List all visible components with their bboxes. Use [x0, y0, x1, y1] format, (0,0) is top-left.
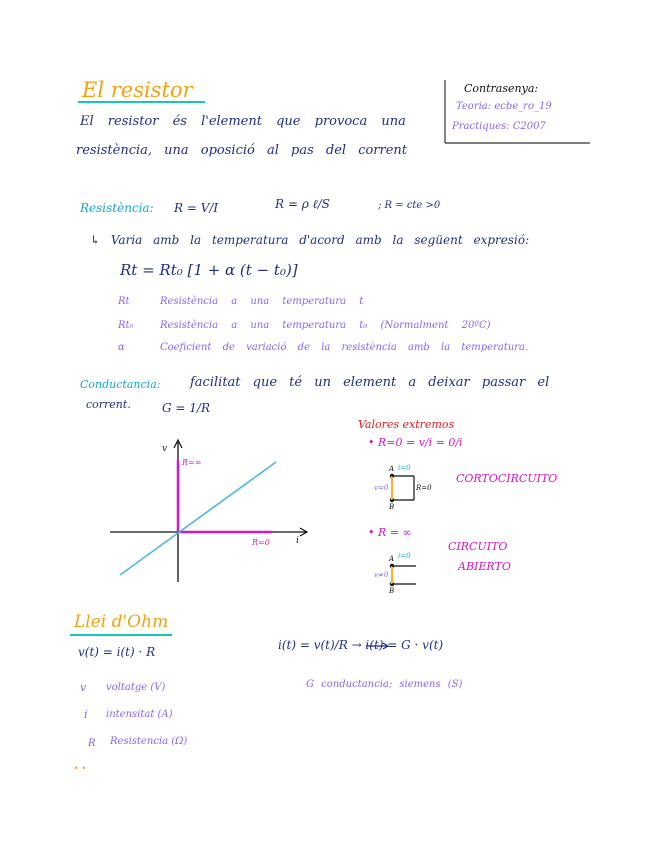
def-sym-3: α	[118, 342, 125, 353]
def-sym-1: Rt	[118, 296, 130, 307]
resistance-formula-3: ; R = cte >0	[378, 200, 441, 211]
def-sym-2: Rt₀	[118, 320, 134, 331]
ohm-desc-r: Resistencia (Ω)	[110, 736, 188, 747]
resistance-label: Resistència:	[80, 201, 154, 215]
conductance-text-1: facilitat que té un element a deixar passar el	[190, 375, 550, 390]
short-v-label: v=0	[374, 484, 389, 492]
intro-line-1: El resistor és l'element que provoca una	[80, 114, 406, 129]
password-heading: Contrasenya:	[464, 82, 539, 95]
graph-i-label: i	[296, 536, 299, 546]
graph-r-zero-label: R=0	[252, 538, 270, 547]
def-desc-3: Coeficient de variació de la resistència amb la temperatura.	[160, 342, 529, 353]
short-circuit-label: CORTOCIRCUITO	[456, 472, 558, 485]
open-circuit-label-1: CIRCUITO	[448, 540, 508, 553]
open-node-a: A	[389, 555, 395, 563]
password-practice: Practiques: C2007	[452, 121, 546, 132]
conductance-text-2: corrent.	[86, 398, 131, 411]
ohm-desc-v: voltatge (V)	[106, 682, 166, 693]
resistance-equation: Rt = Rt₀ [1 + α (t − t₀)]	[120, 261, 298, 279]
open-node-b: B	[389, 587, 395, 595]
ohm-formula-2: i(t) = v(t)/R → i(t) = G · v(t)	[278, 638, 444, 652]
ohm-sym-i: i	[84, 708, 88, 721]
short-i-label: i=0	[398, 464, 411, 472]
open-v-label: v≠0	[374, 571, 389, 579]
graph-v-label: v	[162, 444, 168, 454]
resistance-varies: ↳ Varia amb la temperatura d'acord amb la següent expresió:	[90, 233, 530, 247]
def-desc-1: Resistència a una temperatura t	[160, 296, 364, 307]
resistance-formula-2: R = ρ ℓ/S	[275, 197, 330, 211]
ohm-sym-v: v	[80, 681, 87, 694]
ohm-formula: v(t) = i(t) · R	[78, 645, 156, 659]
ohm-conductance-note: G conductancia; siemens (S)	[306, 679, 463, 690]
graph-r-inf-label: R=∞	[182, 458, 202, 467]
short-node-b: B	[389, 503, 395, 511]
extremes-r0-formula: • R=0 = v/i = 0/i	[368, 436, 463, 449]
ohm-desc-i: intensitat (A)	[106, 709, 173, 720]
ohm-sym-r: R	[88, 738, 96, 749]
conductance-formula: G = 1/R	[162, 401, 210, 415]
short-node-a: A	[389, 465, 395, 473]
ohm-title: Llei d'Ohm	[74, 612, 169, 632]
short-r-label: R=0	[416, 484, 432, 492]
open-circuit-label-2: ABIERTO	[458, 560, 511, 573]
resistance-formula-1: R = V/I	[174, 201, 219, 215]
trailing-dots: • •	[74, 764, 86, 773]
conductance-label: Conductancia:	[80, 378, 161, 391]
def-desc-2: Resistència a una temperatura t₀ (Normalment 20ºC)	[160, 320, 491, 331]
intro-line-2: resistència, una oposició al pas del corrent	[76, 143, 408, 158]
extremes-heading: Valores extremos	[358, 418, 455, 431]
page-title: El resistor	[82, 78, 193, 102]
password-theory: Teoria: ecbe_ro_19	[456, 101, 552, 112]
resistor-line	[120, 462, 276, 575]
open-i-label: i=0	[398, 552, 411, 560]
extremes-rinf-formula: • R = ∞	[368, 526, 412, 539]
